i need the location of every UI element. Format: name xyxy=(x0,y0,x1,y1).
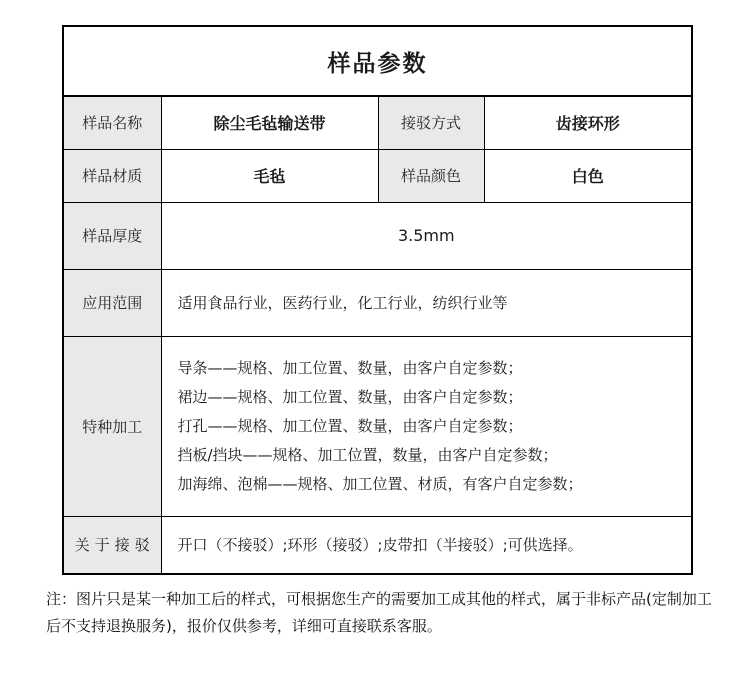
special-processing-line: 挡板/挡块——规格、加工位置，数量，由客户自定参数； xyxy=(177,445,558,464)
label-joint-method: 接驳方式 xyxy=(378,96,484,149)
special-processing-line: 打孔——规格、加工位置、数量，由客户自定参数； xyxy=(177,416,523,435)
label-sample-thickness: 样品厚度 xyxy=(63,202,161,269)
special-processing-line: 导条——规格、加工位置、数量，由客户自定参数； xyxy=(177,358,523,377)
label-about-joint: 关于接驳 xyxy=(63,516,161,574)
table-row xyxy=(63,336,692,516)
special-processing-line: 裙边——规格、加工位置、数量，由客户自定参数； xyxy=(177,387,523,406)
value-about-joint: 开口（不接驳）;环形（接驳）;皮带扣（半接驳）;可供选择。 xyxy=(161,516,692,574)
value-sample-color: 白色 xyxy=(484,149,692,202)
special-processing-line: 加海绵、泡棉——规格、加工位置、材质，有客户自定参数； xyxy=(177,474,583,493)
table-row xyxy=(63,516,692,574)
spec-table xyxy=(62,25,693,575)
title-row xyxy=(63,26,692,96)
table-row xyxy=(63,202,692,269)
table-title: 样品参数 xyxy=(63,26,692,96)
label-application-range: 应用范围 xyxy=(63,269,161,336)
table-row xyxy=(63,269,692,336)
value-sample-thickness: 3.5mm xyxy=(161,202,692,269)
value-sample-material: 毛毡 xyxy=(161,149,378,202)
label-sample-material: 样品材质 xyxy=(63,149,161,202)
footnote-text: 注：图片只是某一种加工后的样式，可根据您生产的需要加工成其他的样式，属于非标产品(定制加工后不支持退换服务)，报价仅供参考，详细可直接联系客服。 xyxy=(46,590,712,635)
value-joint-method: 齿接环形 xyxy=(484,96,692,149)
value-sample-name: 除尘毛毡输送带 xyxy=(161,96,378,149)
special-processing-lines xyxy=(162,348,692,505)
label-sample-color: 样品颜色 xyxy=(378,149,484,202)
label-sample-name: 样品名称 xyxy=(63,96,161,149)
value-application-range: 适用食品行业，医药行业，化工行业，纺织行业等 xyxy=(161,269,692,336)
table-row xyxy=(63,96,692,149)
label-special-processing: 特种加工 xyxy=(63,336,161,516)
value-special-processing xyxy=(161,336,692,516)
table-row xyxy=(63,149,692,202)
